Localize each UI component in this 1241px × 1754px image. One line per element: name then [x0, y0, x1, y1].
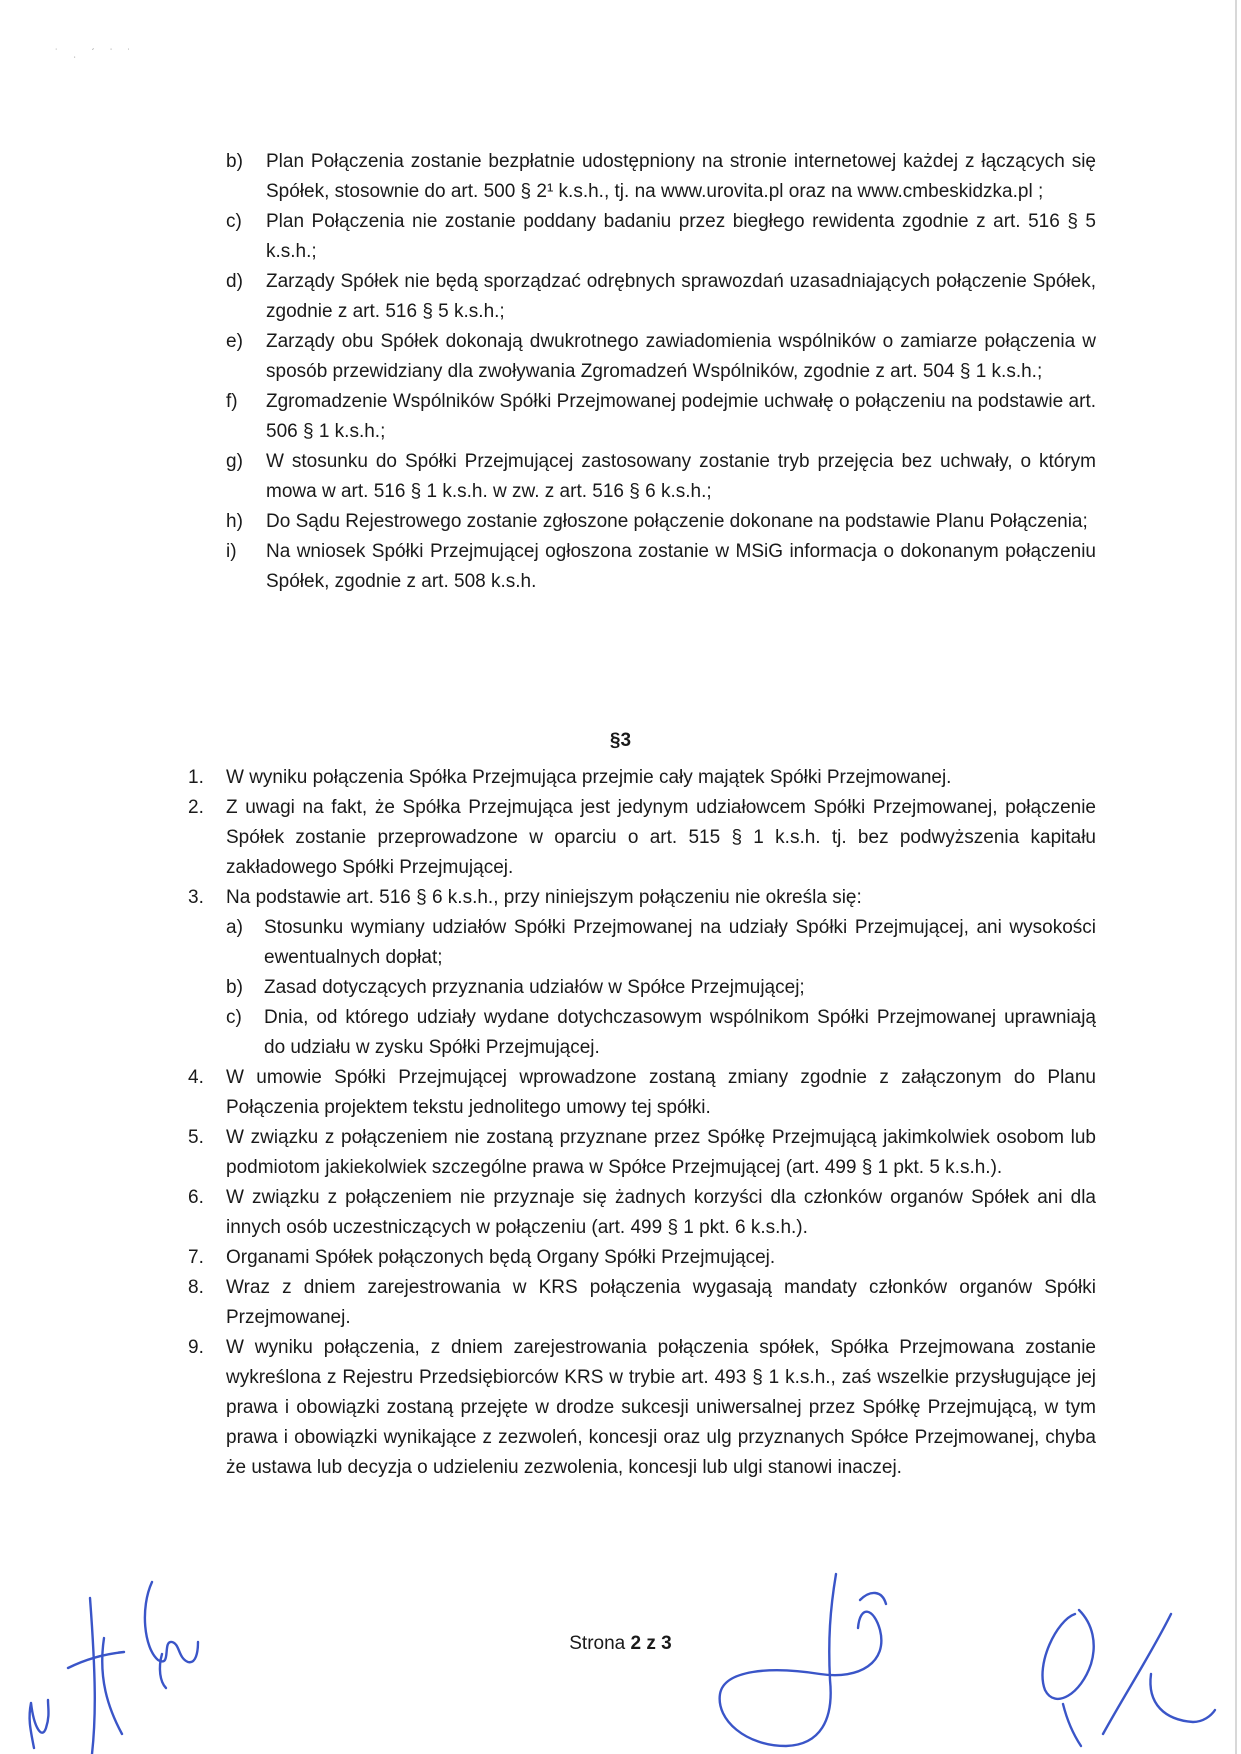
signature-center	[710, 1570, 920, 1754]
scan-specks: ˙ ˌ ˊ ˈ ˙	[55, 48, 137, 59]
nested-item-text: Stosunku wymiany udziałów Spółki Przejmowanej na udziały Spółki Przejmującej, ani wysokości ewentualnych dopłat;	[264, 917, 1096, 968]
list-item-letter: f)	[226, 391, 238, 412]
list-item-text: Zarządy Spółek nie będą sporządzać odrębnych sprawozdań uzasadniających połączenie Spółek, zgodnie z art. 516 § 5 k.s.h.;	[266, 271, 1096, 322]
list-item-letter: i)	[226, 541, 237, 562]
item-text: Organami Spółek połączonych będą Organy Spółki Przejmującej.	[226, 1247, 776, 1268]
numbered-item	[188, 1123, 1096, 1183]
item-number: 7.	[188, 1247, 204, 1268]
list-item	[226, 147, 1096, 207]
item-text: W umowie Spółki Przejmującej wprowadzone zostaną zmiany zgodnie z załączonym do Planu Połączenia projektem tekstu jednolitego umowy tej spółki.	[226, 1067, 1096, 1118]
list-item	[226, 267, 1096, 327]
list-item-text: Zgromadzenie Wspólników Spółki Przejmowanej podejmie uchwałę o połączeniu na podstawie art. 506 § 1 k.s.h.;	[266, 391, 1096, 442]
item-text: Wraz z dniem zarejestrowania w KRS połączenia wygasają mandaty członków organów Spółki Przejmowanej.	[226, 1277, 1096, 1328]
numbered-item	[188, 1063, 1096, 1123]
numbered-item	[188, 1183, 1096, 1243]
nested-list-item	[226, 1003, 1096, 1063]
signature-left	[12, 1568, 217, 1754]
list-item	[226, 507, 1096, 537]
item-text: W związku z połączeniem nie zostaną przyznane przez Spółkę Przejmującą jakimkolwiek osobom lub podmiotom jakiekolwiek szczególne prawa w Spółce Przejmującej (art. 499 § 1 pkt. 5 k.s.h.).	[226, 1127, 1096, 1178]
item-number: 9.	[188, 1337, 204, 1358]
footer-current-page: 2	[630, 1633, 642, 1654]
item-number: 5.	[188, 1127, 204, 1148]
item-text: W wyniku połączenia Spółka Przejmująca przejmie cały majątek Spółki Przejmowanej.	[226, 767, 952, 788]
list-item	[226, 207, 1096, 267]
section-3-list	[188, 763, 1096, 1483]
nested-item-letter: b)	[226, 977, 243, 998]
nested-item-text: Zasad dotyczących przyznania udziałów w Spółce Przejmującej;	[264, 977, 805, 998]
footer-total-pages: 3	[661, 1633, 672, 1654]
nested-list-item	[226, 973, 1096, 1003]
item-text: W związku z połączeniem nie przyznaje się żadnych korzyści dla członków organów Spółek ani dla innych osób uczestniczących w połączeniu (art. 499 § 1 pkt. 6 k.s.h.).	[226, 1187, 1096, 1238]
list-item-letter: d)	[226, 271, 243, 292]
item-number: 1.	[188, 767, 204, 788]
list-item	[226, 447, 1096, 507]
nested-item-text: Dnia, od którego udziały wydane dotychczasowym wspólnikom Spółki Przejmowanej uprawniają do udziału w zysku Spółki Przejmującej.	[264, 1007, 1096, 1058]
list-item-text: Plan Połączenia nie zostanie poddany badaniu przez biegłego rewidenta zgodnie z art. 516 § 5 k.s.h.;	[266, 211, 1096, 262]
item-number: 4.	[188, 1067, 204, 1088]
list-item-text: Do Sądu Rejestrowego zostanie zgłoszone połączenie dokonane na podstawie Planu Połączenia;	[266, 511, 1088, 532]
item-text: W wyniku połączenia, z dniem zarejestrowania połączenia spółek, Spółka Przejmowana zostanie wykreślona z Rejestru Przedsiębiorców KRS w trybie art. 493 § 1 k.s.h., zaś wszelkie przysługujące jej prawa i obowiązki zostaną przejęte w drodze sukcesji uniwersalnej przez Spółkę Przejmującą, w tym prawa i obowiązki wynikające z zezwoleń, koncesji oraz ulg przyznanych Spółce Przejmowanej, chyba że ustawa lub decyzja o udzieleniu zezwolenia, koncesji lub ulgi stanowi inaczej.	[226, 1337, 1096, 1478]
nested-item-letter: c)	[226, 1007, 242, 1028]
list-item-text: Plan Połączenia zostanie bezpłatnie udostępniony na stronie internetowej każdej z łączących się Spółek, stosownie do art. 500 § 2¹ k.s.h., tj. na www.urovita.pl oraz na www.cmbeskidzka.pl ;	[266, 151, 1096, 202]
item-number: 6.	[188, 1187, 204, 1208]
nested-list	[226, 913, 1096, 1063]
numbered-item	[188, 1273, 1096, 1333]
item-number: 3.	[188, 887, 204, 908]
numbered-item	[188, 1243, 1096, 1273]
list-item-letter: e)	[226, 331, 243, 352]
scan-edge	[1235, 0, 1237, 1754]
numbered-item	[188, 1333, 1096, 1483]
numbered-item	[188, 793, 1096, 883]
list-item	[226, 387, 1096, 447]
item-text: Z uwagi na fakt, że Spółka Przejmująca jest jedynym udziałowcem Spółki Przejmowanej, połączenie Spółek zostanie przeprowadzone w oparciu o art. 515 § 1 k.s.h. tj. bez podwyższenia kapitału zakładowego Spółki Przejmującej.	[226, 797, 1096, 878]
item-number: 2.	[188, 797, 204, 818]
list-item-letter: h)	[226, 511, 243, 532]
list-item	[226, 327, 1096, 387]
item-number: 8.	[188, 1277, 204, 1298]
list-item-letter: b)	[226, 151, 243, 172]
signature-right	[1015, 1584, 1220, 1748]
section-heading: §3	[609, 730, 632, 751]
footer-prefix: Strona	[569, 1633, 626, 1654]
list-item-letter: c)	[226, 211, 242, 232]
item-text: Na podstawie art. 516 § 6 k.s.h., przy niniejszym połączeniu nie określa się:	[226, 887, 862, 908]
numbered-item	[188, 763, 1096, 793]
list-item-text: Zarządy obu Spółek dokonają dwukrotnego zawiadomienia wspólników o zamiarze połączenia w sposób przewidziany dla zwoływania Zgromadzeń Wspólników, zgodnie z art. 504 § 1 k.s.h.;	[266, 331, 1096, 382]
nested-item-letter: a)	[226, 917, 243, 938]
list-item	[226, 537, 1096, 597]
nested-list-item	[226, 913, 1096, 973]
numbered-item	[188, 883, 1096, 1063]
list-item-text: Na wniosek Spółki Przejmującej ogłoszona zostanie w MSiG informacja o dokonanym połączeniu Spółek, zgodnie z art. 508 k.s.h.	[266, 541, 1096, 592]
list-item-text: W stosunku do Spółki Przejmującej zastosowany zostanie tryb przejęcia bez uchwały, o którym mowa w art. 516 § 1 k.s.h. w zw. z art. 516 § 6 k.s.h.;	[266, 451, 1096, 502]
merger-procedure-list	[226, 147, 1096, 597]
list-item-letter: g)	[226, 451, 243, 472]
footer-separator: z	[646, 1633, 656, 1654]
